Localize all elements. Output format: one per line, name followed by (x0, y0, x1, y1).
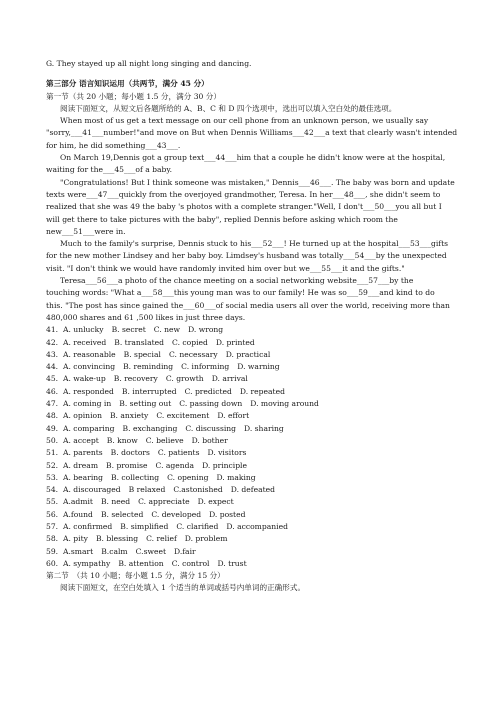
option-choice: B. reminding (123, 362, 174, 372)
option-choice: D. visitors (207, 448, 247, 458)
option-choice: C. passing down (179, 399, 243, 409)
option-choice: A. coming in (63, 399, 112, 409)
passage-line: visit. "I don't think we would have randomly invited him over but we___55___it and the gifts." (46, 263, 405, 273)
option-choice: B. selected (100, 509, 144, 519)
option-choice: D. warning (237, 362, 280, 372)
option-choice: D. wrong (188, 325, 224, 335)
option-choice: D. effort (217, 411, 250, 421)
option-choice: C. necessary (168, 349, 218, 359)
option-choice: C. clarified (176, 521, 219, 531)
option-choice: C. copied (172, 337, 208, 347)
option-choice: B. simplified (120, 521, 169, 531)
option-choice: D. repeated (239, 386, 285, 396)
passage-line: Teresa___56___a photo of the chance meeting on a social networking website___57___by the (60, 276, 414, 286)
option-choice: A. accept (63, 435, 99, 445)
cloze-passage (46, 115, 472, 324)
option-row (46, 533, 472, 545)
option-choice: A. bearing (63, 472, 104, 482)
option-choice: C. relief (146, 534, 177, 544)
option-choice: B. know (106, 435, 138, 445)
option-row (46, 509, 472, 521)
passage-line: "sorry,___41___number!"and move on But when Dennis Williams___42___a text that clearly wasn't intended (46, 128, 458, 138)
option-choice: D. arrival (211, 374, 248, 384)
option-choice: A. responded (63, 386, 114, 396)
option-choice: A. received (63, 337, 107, 347)
option-row (46, 558, 472, 570)
option-choice: A.smart (63, 546, 94, 556)
question-number: 47. (46, 399, 59, 409)
option-choice: B. need (100, 497, 131, 507)
option-choice: D. trust (217, 558, 247, 568)
option-choice: A. unlucky (63, 325, 104, 335)
option-choice: C. informing (181, 362, 230, 372)
passage-line: for the new mother Lindsey and her baby boy. Limdsey's husband was totally___54___by the unexpected (46, 251, 447, 261)
option-choice: C. patients (157, 448, 200, 458)
option-row (46, 546, 472, 558)
option-g-line: G. They stayed up all night long singing and dancing. (46, 59, 252, 68)
question-number: 59. (46, 546, 59, 556)
question-number: 46. (46, 386, 59, 396)
option-choice: C. excitement (156, 411, 210, 421)
option-choice: D. making (216, 472, 256, 482)
option-choice: B. blessing (95, 534, 139, 544)
option-row (46, 447, 472, 459)
option-choice: A. convincing (63, 362, 116, 372)
option-choice: B.calm (101, 546, 128, 556)
question-number: 48. (46, 411, 59, 421)
option-row (46, 349, 472, 361)
option-row (46, 337, 472, 349)
option-choice: A. wake-up (63, 374, 106, 384)
option-choice: C. control (171, 558, 210, 568)
option-choice: D. problem (184, 534, 228, 544)
question-number: 56. (46, 509, 59, 519)
option-choice: D. printed (215, 337, 255, 347)
option-row (46, 373, 472, 385)
section-1-header: 第一节（共 20 小题；每小题 1.5 分，满分 30 分） (46, 91, 221, 101)
option-choice: C. growth (165, 374, 204, 384)
option-choice: B. secret (111, 325, 146, 335)
option-choice: C. appreciate (138, 497, 190, 507)
option-row (46, 460, 472, 472)
option-row (46, 386, 472, 398)
option-choice: C. new (153, 325, 181, 335)
option-choice: B. promise (106, 460, 148, 470)
option-choice: B. translated (114, 337, 165, 347)
option-choice: D. practical (225, 349, 271, 359)
option-choice: A. confirmed (63, 521, 113, 531)
option-choice: D. posted (209, 509, 246, 519)
question-number: 58. (46, 534, 59, 544)
option-choice: A. parents (63, 448, 103, 458)
option-choice: C. predicted (184, 386, 232, 396)
option-choice: A. discouraged (63, 485, 121, 495)
option-choice: B. collecting (111, 472, 160, 482)
exam-page (46, 58, 472, 595)
section-3-title: 第三部分 语言知识运用（共两节，满分 45 分） (46, 79, 209, 89)
question-number: 43. (46, 349, 59, 359)
option-choice: D. defeated (230, 485, 276, 495)
option-choice: A.admit (63, 497, 93, 507)
option-choice: D. bother (191, 435, 228, 445)
option-row (46, 410, 472, 422)
option-choice: D. expect (197, 497, 234, 507)
option-row (46, 324, 472, 336)
option-choice: B. anxiety (109, 411, 149, 421)
question-number: 55. (46, 497, 59, 507)
option-row (46, 435, 472, 447)
option-row (46, 472, 472, 484)
question-number: 54. (46, 485, 59, 495)
passage-line: Much to the family's surprise, Dennis stuck to his___52___! He turned up at the hospital___53___gifts (60, 239, 449, 249)
option-choice: A.found (63, 509, 93, 519)
option-choice: A. dream (63, 460, 99, 470)
question-number: 42. (46, 337, 59, 347)
question-number: 57. (46, 521, 59, 531)
option-choice: B relaxed (128, 485, 166, 495)
option-row (46, 484, 472, 496)
passage-line: new___51___were in. (46, 226, 126, 236)
question-number: 52. (46, 460, 59, 470)
question-number: 41. (46, 325, 59, 335)
section-1-instruction: 阅读下面短文，从短文后各题所给的 A、B、C 和 D 四个选项中，选出可以填入空白处的最佳选项。 (60, 103, 397, 113)
option-choice: A. opinion (63, 411, 102, 421)
option-choice: A. pity (63, 534, 88, 544)
option-choice: D. sharing (244, 423, 284, 433)
option-row (46, 423, 472, 435)
passage-line: 480,000 shares and 61 ,500 likes in just three days. (46, 312, 246, 322)
passage-line: for him, he did something___43___. (46, 140, 181, 150)
question-number: 50. (46, 435, 59, 445)
passage-line: waiting for the___45___of a baby. (46, 165, 173, 175)
question-number: 60. (46, 558, 59, 568)
passage-line: will get there to take pictures with the baby", replied Dennis before asking which room the (46, 214, 398, 224)
option-choice: D. principle (202, 460, 247, 470)
option-choice: B. setting out (119, 399, 172, 409)
option-choice: C.sweet (135, 546, 167, 556)
option-choice: C. believe (145, 435, 184, 445)
option-choice: B. exchanging (122, 423, 178, 433)
option-choice: D. moving around (250, 399, 319, 409)
question-number: 51. (46, 448, 59, 458)
option-choice: C.astonished (173, 485, 223, 495)
option-row (46, 398, 472, 410)
option-choice: B. special (123, 349, 161, 359)
passage-line: texts were___47___quickly from the overjoyed grandmother, Teresa. In her___48___, she didn't seem to (46, 189, 441, 199)
option-choice: B. recovery (113, 374, 158, 384)
option-choice: D.fair (174, 546, 196, 556)
question-number: 44. (46, 362, 59, 372)
option-choice: B. interrupted (121, 386, 177, 396)
option-row (46, 521, 472, 533)
option-row (46, 361, 472, 373)
question-number: 45. (46, 374, 59, 384)
option-choice: A. reasonable (63, 349, 116, 359)
section-2-header: 第二节 （共 10 小题；每小题 1.5 分，满分 15 分） (46, 571, 225, 581)
question-number: 53. (46, 472, 59, 482)
option-choice: C. developed (151, 509, 202, 519)
option-choice: D. accompanied (226, 521, 288, 531)
option-choice: B. attention (118, 558, 164, 568)
section-2-instruction: 阅读下面短文，在空白处填入 1 个适当的单词或括号内单词的正确形式。 (60, 583, 306, 593)
option-choice: A. comparing (63, 423, 115, 433)
option-choice: C. agenda (155, 460, 195, 470)
answer-options (46, 324, 472, 570)
passage-line: this. "The post has since gained the___60___of social media users all over the world, receiving more than (46, 300, 450, 310)
option-choice: B. doctors (110, 448, 150, 458)
option-row (46, 496, 472, 508)
passage-line: touching words: "What a___58___this young man was to our family! He was so___59___and kind to do (46, 288, 435, 298)
option-choice: C. discussing (185, 423, 237, 433)
passage-line: "Congratulations! But I think someone was mistaken," Dennis___46___. The baby was born and update (60, 177, 455, 187)
passage-line: On March 19,Dennis got a group text___44___him that a couple he didn't know were at the hospital, (60, 153, 446, 163)
question-number: 49. (46, 423, 59, 433)
passage-line: realized that she was 49 the baby 's photos with a complete stranger."Well, I don't___50___you all but I (46, 202, 442, 212)
passage-line: When most of us get a text message on our cell phone from an unknown person, we usually say (60, 116, 429, 126)
option-choice: C. opening (167, 472, 209, 482)
option-choice: A. sympathy (63, 558, 111, 568)
